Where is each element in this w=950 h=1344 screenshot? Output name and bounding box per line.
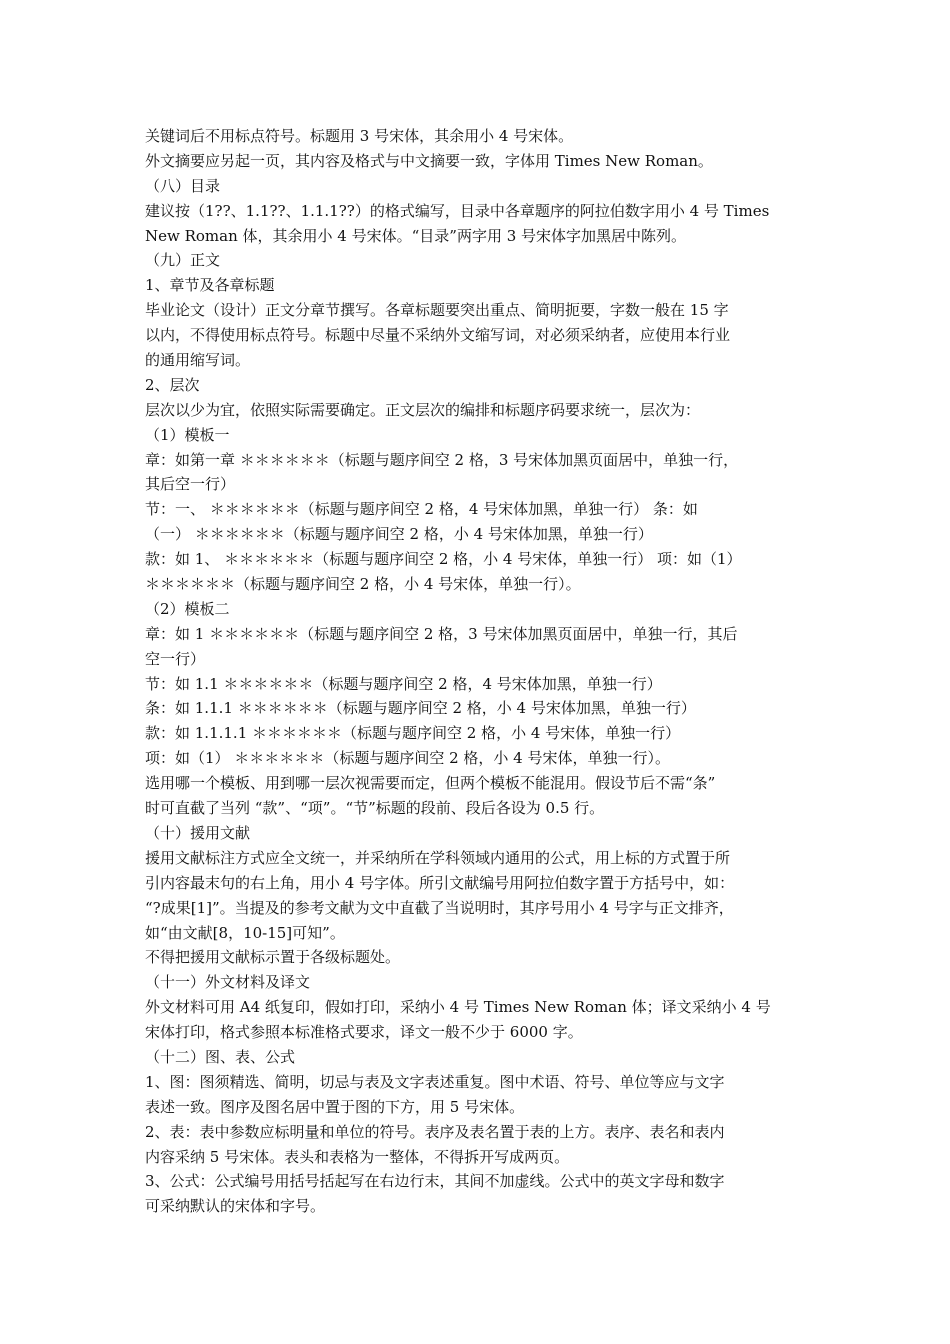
text-line: 节：如 1.1 ＊＊＊＊＊＊（标题与题序间空 2 格，4 号宋体加黑，单独一行） [145,674,662,693]
document-body [145,124,809,1219]
text-line: 选用哪一个模板、用到哪一层次视需要而定，但两个模板不能混用。假设节后不需“条” [145,774,716,793]
section-heading: （十）援用文献 [145,823,251,842]
text-line: 援用文献标注方式应全文统一，并采纳所在学科领域内通用的公式，用上标的方式置于所 [145,848,731,867]
text-line: 款：如 1、 ＊＊＊＊＊＊（标题与题序间空 2 格，小 4 号宋体，单独一行） 项：如（1） [145,550,742,569]
text-line: 内容采纳 5 号宋体。表头和表格为一整体，不得拆开写成两页。 [145,1147,570,1166]
text-line: （一） ＊＊＊＊＊＊（标题与题序间空 2 格，小 4 号宋体加黑，单独一行） [145,525,653,544]
text-line: 建议按（1??、1.1??、1.1.1??）的格式编写，目录中各章题序的阿拉伯数字用小 4 号 Times [145,201,770,220]
text-line: 不得把援用文献标示置于各级标题处。 [145,948,401,967]
text-line: 层次以少为宜，依照实际需要确定。正文层次的编排和标题序码要求统一，层次为： [145,400,701,419]
subsection-heading: 2、层次 [145,375,200,394]
text-line: 以内，不得使用标点符号。标题中尽量不采纳外文缩写词，对必须采纳者，应使用本行业 [145,326,731,345]
section-heading: （八）目录 [145,176,221,195]
text-line: 项：如（1） ＊＊＊＊＊＊（标题与题序间空 2 格，小 4 号宋体，单独一行）。 [145,749,670,768]
template-heading: （1）模板一 [145,425,230,444]
text-line: 条：如 1.1.1 ＊＊＊＊＊＊（标题与题序间空 2 格，小 4 号宋体加黑，单独一行） [145,699,696,718]
text-line: 其后空一行） [145,475,236,494]
text-line: 空一行） [145,649,206,668]
text-line: 章：如 1 ＊＊＊＊＊＊（标题与题序间空 2 格，3 号宋体加黑页面居中，单独一行，其后 [145,624,738,643]
text-line: “?成果[1]”。当提及的参考文献为文中直截了当说明时，其序号用小 4 号字与正文排齐， [145,898,734,917]
text-line: 毕业论文（设计）正文分章节撰写。各章标题要突出重点、简明扼要，字数一般在 15 字 [145,301,729,320]
section-heading: （十一）外文材料及译文 [145,973,311,992]
text-line: 款：如 1.1.1.1 ＊＊＊＊＊＊（标题与题序间空 2 格，小 4 号宋体，单独一行） [145,724,681,743]
section-heading: （九）正文 [145,251,221,270]
text-line: 外文摘要应另起一页，其内容及格式与中文摘要一致，字体用 Times New Roman。 [145,151,713,170]
text-line: 可采纳默认的宋体和字号。 [145,1197,326,1216]
text-line: 的通用缩写词。 [145,351,251,370]
text-line: 表述一致。图序及图名居中置于图的下方，用 5 号宋体。 [145,1097,525,1116]
text-line: 节：一、 ＊＊＊＊＊＊（标题与题序间空 2 格，4 号宋体加黑，单独一行） 条：如 [145,500,698,519]
text-line: ＊＊＊＊＊＊（标题与题序间空 2 格，小 4 号宋体，单独一行）。 [145,575,581,594]
text-line: 引内容最末句的右上角，用小 4 号字体。所引文献编号用阿拉伯数字置于方括号中，如： [145,873,735,892]
text-line: 外文材料可用 A4 纸复印，假如打印，采纳小 4 号 Times New Roman 体；译文采纳小 4 号 [145,998,771,1017]
text-line: 宋体打印，格式参照本标准格式要求，译文一般不少于 6000 字。 [145,1023,583,1042]
section-heading: （十二）图、表、公式 [145,1047,296,1066]
subsection-heading: 1、章节及各章标题 [145,276,275,295]
text-line: 3、公式：公式编号用括号括起写在右边行末，其间不加虚线。公式中的英文字母和数字 [145,1172,725,1191]
text-line: 1、图：图须精选、简明，切忌与表及文字表述重复。图中术语、符号、单位等应与文字 [145,1072,725,1091]
template-heading: （2）模板二 [145,599,230,618]
text-line: 章：如第一章 ＊＊＊＊＊＊（标题与题序间空 2 格，3 号宋体加黑页面居中，单独一行， [145,450,739,469]
text-line: 2、表：表中参数应标明量和单位的符号。表序及表名置于表的上方。表序、表名和表内 [145,1122,725,1141]
text-line: 关键词后不用标点符号。标题用 3 号宋体，其余用小 4 号宋体。 [145,127,574,145]
text-line: 时可直截了当列 “款”、“项”。“节”标题的段前、段后各设为 0.5 行。 [145,799,605,818]
text-line: New Roman 体，其余用小 4 号宋体。“目录”两字用 3 号宋体字加黑居中陈列。 [145,226,687,245]
text-line: 如“由文献[8，10-15]可知”。 [145,923,345,942]
